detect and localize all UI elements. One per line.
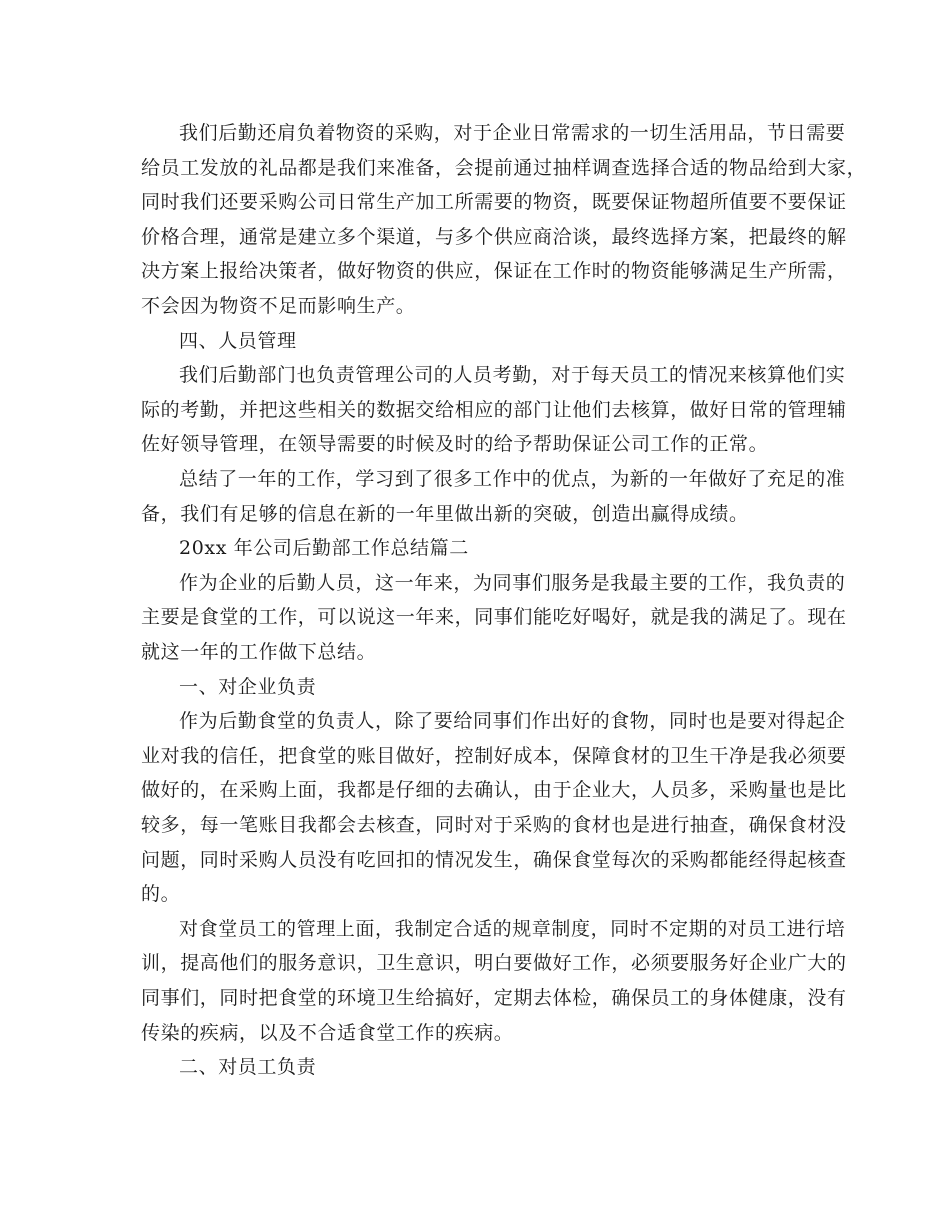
text-line: 同时我们还要采购公司日常生产加工所需要的物资，既要保证物超所值要不要保证 bbox=[141, 191, 847, 214]
text-line: 不会因为物资不足而影响生产。 bbox=[141, 295, 416, 317]
text-line: 同事们，同时把食堂的环境卫生给搞好，定期去体检，确保员工的身体健康，没有 bbox=[141, 987, 847, 1009]
text-line: 际的考勤，并把这些相关的数据交给相应的部门让他们去核算，做好日常的管理辅 bbox=[141, 398, 847, 421]
text-line: 就这一年的工作做下总结。 bbox=[141, 641, 377, 663]
text-line: 业对我的信任，把食堂的账目做好，控制好成本，保障食材的卫生干净是我必须要 bbox=[141, 744, 847, 767]
text-line: 对食堂员工的管理上面，我制定合适的规章制度，同时不定期的对员工进行培 bbox=[179, 917, 846, 940]
text-line: 做好的，在采购上面，我都是仔细的去确认，由于企业大，人员多，采购量也是比 bbox=[141, 779, 847, 802]
text-line: 训，提高他们的服务意识，卫生意识，明白要做好工作，必须要服务好企业广大的 bbox=[141, 952, 847, 975]
text-line: 四、人员管理 bbox=[179, 329, 297, 352]
text-line: 给员工发放的礼品都是我们来准备，会提前通过抽样调查选择合适的物品给到大家， bbox=[141, 156, 867, 179]
text-line: 我们后勤还肩负着物资的采购，对于企业日常需求的一切生活用品，节日需要 bbox=[179, 122, 846, 144]
text-line: 作为企业的后勤人员，这一年来，为同事们服务是我最主要的工作，我负责的 bbox=[179, 571, 846, 594]
text-line: 主要是食堂的工作，可以说这一年来，同事们能吃好喝好，就是我的满足了。现在 bbox=[141, 606, 847, 629]
text-line: 我们后勤部门也负责管理公司的人员考勤，对于每天员工的情况来核算他们实 bbox=[179, 364, 846, 387]
text-line: 问题，同时采购人员没有吃回扣的情况发生，确保食堂每次的采购都能经得起核查 bbox=[141, 848, 847, 871]
text-line: 一、对企业负责 bbox=[179, 675, 317, 698]
text-line: 备，我们有足够的信息在新的一年里做出新的突破，创造出赢得成绩。 bbox=[141, 502, 749, 525]
text-line: 决方案上报给决策者，做好物资的供应，保证在工作时的物资能够满足生产所需， bbox=[141, 260, 847, 283]
text-line: 传染的疾病，以及不合适食堂工作的疾病。 bbox=[141, 1021, 514, 1044]
text-line: 佐好领导管理，在领导需要的时候及时的给予帮助保证公司工作的正常。 bbox=[141, 433, 769, 456]
text-line: 总结了一年的工作，学习到了很多工作中的优点，为新的一年做好了充足的准 bbox=[179, 468, 846, 490]
text-line: 的。 bbox=[141, 883, 181, 906]
text-line: 20xx 年公司后勤部工作总结篇二 bbox=[179, 537, 469, 560]
text-line: 较多，每一笔账目我都会去核查，同时对于采购的食材也是进行抽查，确保食材没 bbox=[141, 814, 847, 836]
text-line: 价格合理，通常是建立多个渠道，与多个供应商洽谈，最终选择方案，把最终的解 bbox=[141, 225, 847, 248]
text-line: 作为后勤食堂的负责人，除了要给同事们作出好的食物，同时也是要对得起企 bbox=[179, 710, 846, 733]
text-line: 二、对员工负责 bbox=[179, 1056, 317, 1079]
